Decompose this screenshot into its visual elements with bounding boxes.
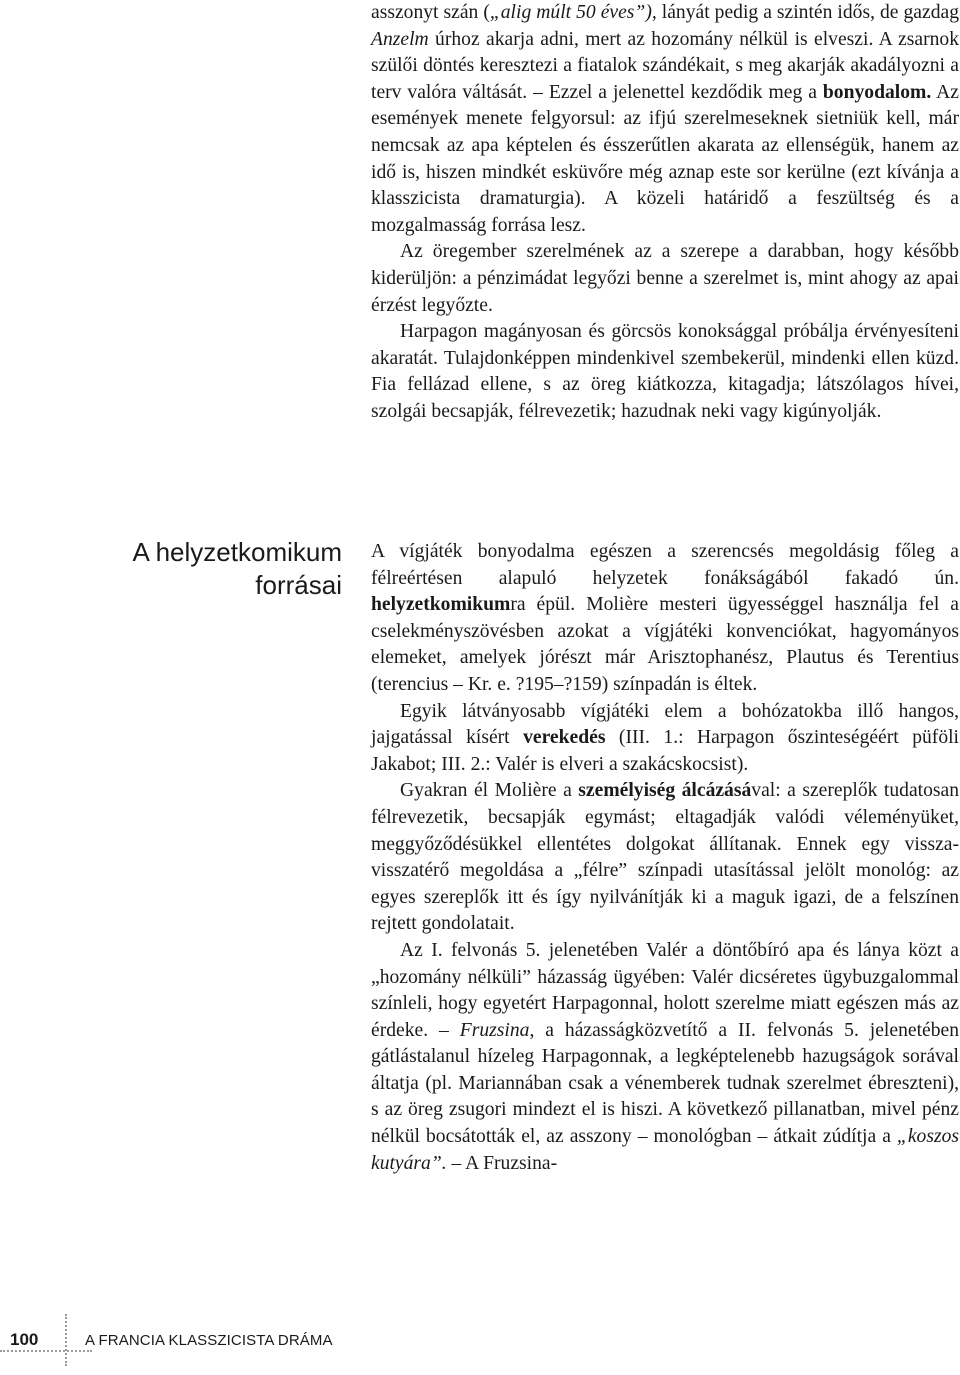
paragraph bbox=[371, 938, 959, 1177]
dotted-rule bbox=[0, 1350, 92, 1352]
text-run: Az I. felvonás 5. jelenetében Valér a döntőbíró apa és lánya közt a „hozomány nélküli” házasság ügyében: Valér dicséretes ügybuzgalommal színleli, hogy egyetért Harpagonnal, holott szerelme miatt egészen más az érdeke. – bbox=[371, 939, 959, 1041]
text-run: Harpagon magányosan és görcsös konoksággal próbálja érvényesíteni akaratát. Tulajdonképpen mindenkivel szembekerül, mindenki ellen küzd. Fia fellázad ellene, s az öreg kiátkozza, kitagadja; látszólagos hívei, szolgái becsapják, félrevezetik; hazudnak neki vagy kigúnyolják. bbox=[371, 321, 959, 422]
text-run: Az öregember szerelmének az a szerepe a darabban, hogy később kiderüljön: a pénzimádat legyőzi benne a szerelmet is, mint ahogy az apai érzést legyőzte. bbox=[371, 241, 959, 316]
bold-term: személyiség álcázásá bbox=[578, 780, 752, 802]
text-run: (III. 1.: Harpagon őszinteségéért püföli Jakabot; III. 2.: Valér is elveri a szakácskocsist). bbox=[371, 727, 960, 775]
paragraph bbox=[371, 778, 959, 938]
paragraph bbox=[371, 319, 959, 425]
side-heading-line: A helyzetkomikum bbox=[132, 537, 342, 567]
text-run: a házasságközvetítő a II. felvonás 5. jelenetében gátlástalanul hízeleg Harpagonnak, a legképtelenebb hazugságok sorával áltatja (pl. Mariannában csak a vénemberek tudnak szerelmet ébreszteni), s az öreg zsugori mindezt el is hiszi. A következő pillanatban, mivel pénz nélkül bocsátották el, az asszony – monológban – átkait zúdítja a bbox=[371, 1019, 960, 1148]
bold-term: bonyodalom. bbox=[822, 81, 932, 103]
side-heading-line: forrásai bbox=[255, 570, 342, 600]
italic-text: Anzelm bbox=[371, 28, 429, 50]
text-run: asszonyt szán ( bbox=[371, 2, 490, 23]
dotted-rule bbox=[65, 1314, 67, 1366]
text-run: – A Fruzsina- bbox=[446, 1152, 558, 1174]
text-run: ra épül. Molière mesteri ügyességgel használja fel a cselekményszövésben azokat a vígjátéki konvenciókat, hagyományos elemeket, amelyek jórészt már Arisztophanész, Plautus és Terentius (terencius – Kr. e. ?195–?159) színpadán is éltek. bbox=[371, 594, 959, 695]
text-run: Gyakran él Molière a bbox=[400, 780, 579, 802]
paragraph bbox=[371, 539, 959, 699]
italic-text: „koszos kutyára”. bbox=[371, 1126, 959, 1174]
bold-term: verekedés bbox=[523, 727, 606, 749]
running-title: A FRANCIA KLASSZICISTA DRÁMA bbox=[85, 1332, 333, 1349]
body-text-main bbox=[371, 539, 959, 1177]
page-footer bbox=[0, 1318, 420, 1368]
text-run: Az események menete felgyorsul: az ifjú szerelmeseknek sietniük kell, már nemcsak az apa képtelen és ésszerűtlen akarata az ellenségük, hanem az idő is, hiszen mindkét esküvőre még aznap este sor kerülne (ezt kívánja a klasszicista dramaturgia). A közeli határidő a feszültség és a mozgalmasság forrása lesz. bbox=[371, 81, 959, 236]
side-heading bbox=[100, 536, 342, 602]
body-text-top bbox=[371, 0, 959, 426]
text-run: val: a szereplők tudatosan félrevezetik, becsapják egymást; eltagadják valódi véleményüket, meggyőződésükkel ellentétes dolgokat állítanak. Ennek egy vissza-visszatérő megoldása a „félre” színpadi utasítással jelölt monológ: az egyes szereplők itt és így nyilvánítják ki a maguk igazi, de a felszínen rejtett gondolatait. bbox=[371, 780, 959, 935]
text-run: A vígjáték bonyodalma egészen a szerencsés megoldásig főleg a félreértésen alapuló helyzetek fonákságából fakadó ún. bbox=[371, 541, 959, 589]
text-run: lányát pedig a szintén idős, de gazdag bbox=[656, 2, 959, 23]
text-run: úrhoz akarja adni, mert az hozomány nélkül is elveszi. A zsarnok szülői döntés keresztezi a fiatalok szándékait, s meg akarják akadályozni a terv valóra váltását. – Ezzel a jelenettel kezdődik meg a bbox=[371, 28, 959, 103]
paragraph bbox=[371, 699, 959, 779]
text-run: Egyik látványosabb vígjátéki elem a bohózatokba illő hangos, jajgatással kísért bbox=[371, 700, 959, 749]
paragraph bbox=[371, 239, 959, 319]
bold-term: helyzetkomikum bbox=[371, 594, 511, 616]
page-number: 100 bbox=[10, 1330, 39, 1349]
italic-text: „alig múlt 50 éves”), bbox=[489, 2, 657, 23]
italic-text: Fruzsina, bbox=[459, 1019, 535, 1041]
paragraph bbox=[371, 0, 959, 239]
